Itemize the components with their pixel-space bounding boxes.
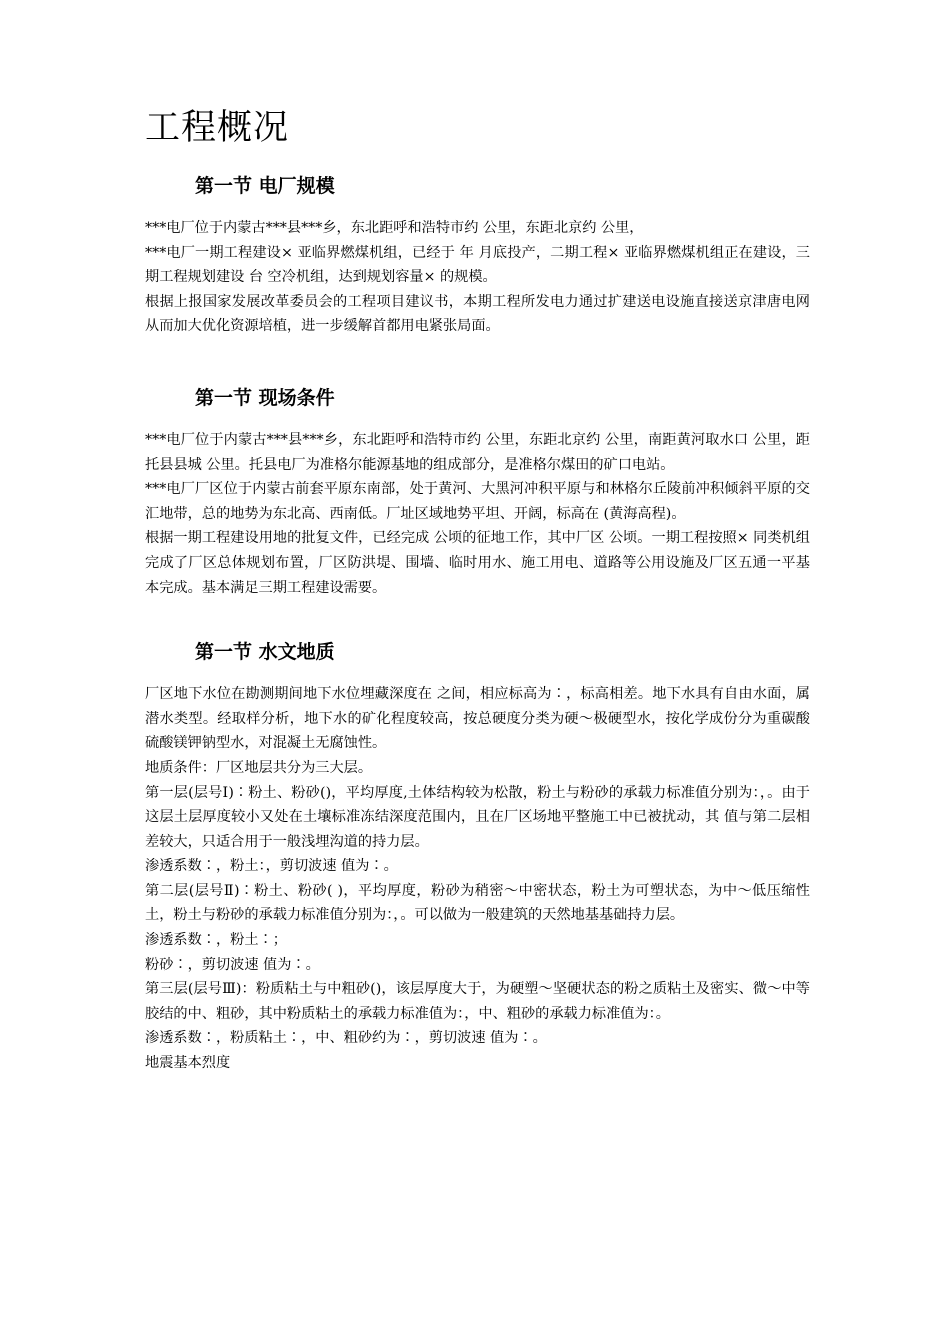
paragraph: 厂区地下水位在勘测期间地下水位埋藏深度在 之间，相应标高为∶，标高相差。地下水具有自由水面，属潜水类型。经取样分析，地下水的矿化程度较高，按总硬度分类为硬～极硬型水，按化学成份分为重碳酸硫酸镁钾钠型水，对混凝土无腐蚀性。 (145, 686, 810, 752)
paragraph: ***电厂位于内蒙古***县***乡，东北距呼和浩特市约 公里，东距北京约 公里，南距黄河取水口 公里，距托县县城 公里。托县电厂为准格尔能源基地的组成部分，是准格尔煤田的矿口电站。 (145, 431, 810, 473)
paragraph: 第二层(层号Ⅱ)∶粉土、粉砂( )，平均厚度，粉砂为稍密～中密状态，粉土为可塑状态，为中～低压缩性土，粉土与粉砂的承载力标准值分别为：，。可以做为一般建筑的天然地基基础持力层。 (145, 882, 810, 924)
paragraph: ***电厂厂区位于内蒙古前套平原东南部，处于黄河、大黑河冲积平原与和林格尔丘陵前冲积倾斜平原的交汇地带，总的地势为东北高、西南低。厂址区域地势平坦、开阔，标高在 (黄海高程)。 (145, 481, 810, 522)
paragraph: 粉砂∶，剪切波速 值为∶。 (145, 956, 320, 973)
section-hydrogeology (145, 638, 810, 1076)
section-heading: 第一节 现场条件 (195, 386, 335, 409)
section-heading: 第一节 电厂规模 (195, 175, 335, 197)
paragraph: ***电厂位于内蒙古***县***乡，东北距呼和浩特市约 公里，东距北京约 公里， (145, 220, 644, 236)
section-site-conditions (145, 384, 810, 600)
paragraph: 第三层(层号Ⅲ)：粉质粘土与中粗砂()，该层厚度大于，为硬塑～坚硬状态的粉之质粘土及密实、微～中等胶结的中、粗砂，其中粉质粘土的承载力标准值为：，中、粗砂的承载力标准值为：。 (145, 981, 810, 1022)
paragraph: 地震基本烈度 (145, 1055, 231, 1072)
paragraph: 第一层(层号Ⅰ)∶粉土、粉砂()，平均厚度,土体结构较为松散，粉土与粉砂的承载力标准值分别为：，。由于这层土层厚度较小又处在土壤标准冻结深度范围内，且在厂区场地平整施工中已被扰动，其 值与第二层相差较大，只适合用于一般浅埋沟道的持力层。 (145, 784, 810, 850)
paragraph: 地质条件：厂区地层共分为三大层。 (145, 759, 373, 776)
paragraph: 根据一期工程建设用地的批复文件，已经完成 公顷的征地工作，其中厂区 公顷。一期工程按照× 同类机组完成了厂区总体规划布置，厂区防洪堤、围墙、临时用水、施工用电、道路等公用设施及厂区五通一平基本完成。基本满足三期工程建设需要。 (145, 530, 810, 596)
paragraph: ***电厂一期工程建设× 亚临界燃煤机组，已经于 年 月底投产，二期工程× 亚临界燃煤机组正在建设，三期工程规划建设 台 空冷机组，达到规划容量× 的规模。 (145, 244, 810, 286)
paragraph: 渗透系数∶，粉质粘土∶，中、粗砂约为∶，剪切波速 值为∶。 (145, 1030, 547, 1047)
paragraph: 根据上报国家发展改革委员会的工程项目建议书，本期工程所发电力通过扩建送电设施直接送京津唐电网从而加大优化资源培植，进一步缓解首都用电紧张局面。 (145, 293, 810, 335)
paragraph: 渗透系数∶，粉土∶； (145, 932, 287, 949)
section-plant-scale (145, 172, 810, 339)
paragraph: 渗透系数∶，粉土：，剪切波速 值为∶。 (145, 858, 398, 875)
section-heading: 第一节 水文地质 (195, 641, 335, 664)
document-title: 工程概况 (145, 108, 290, 148)
document-page (145, 104, 810, 1114)
